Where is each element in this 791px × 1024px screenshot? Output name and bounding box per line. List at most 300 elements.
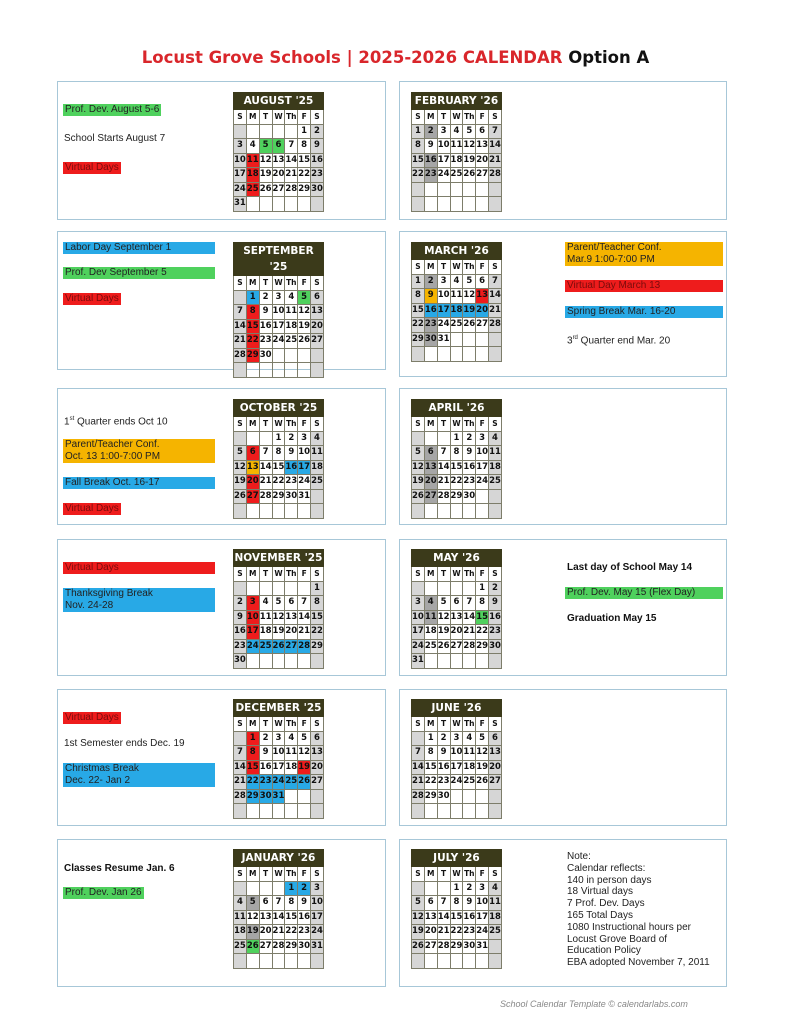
day-cell: 11	[450, 139, 463, 154]
day-cell: 29	[450, 489, 463, 504]
day-cell: 1	[424, 731, 437, 746]
empty-day-cell	[476, 347, 489, 362]
day-cell: 21	[437, 925, 450, 940]
day-cell: 14	[463, 610, 476, 625]
empty-day-cell	[259, 654, 272, 669]
weekday-header: M	[424, 567, 437, 582]
day-cell: 15	[272, 460, 285, 475]
empty-day-cell	[412, 731, 425, 746]
empty-day-cell	[246, 581, 259, 596]
day-cell: 17	[437, 153, 450, 168]
empty-day-cell	[285, 363, 298, 378]
empty-day-cell	[489, 939, 502, 954]
day-cell: 24	[412, 639, 425, 654]
day-cell: 10	[272, 746, 285, 761]
summary-line-9: EBA adopted November 7, 2011	[567, 957, 710, 969]
day-cell: 3	[311, 881, 324, 896]
weekday-header: W	[272, 417, 285, 432]
day-cell: 22	[412, 318, 425, 333]
day-cell: 7	[234, 746, 247, 761]
weekday-header: T	[437, 567, 450, 582]
empty-day-cell	[489, 347, 502, 362]
day-cell: 25	[450, 168, 463, 183]
day-cell: 13	[476, 139, 489, 154]
day-cell: 7	[298, 596, 311, 611]
weekday-header: Th	[463, 417, 476, 432]
day-cell: 4	[489, 431, 502, 446]
day-cell: 18	[450, 153, 463, 168]
day-cell: 23	[298, 925, 311, 940]
weekday-header: S	[489, 567, 502, 582]
day-cell: 10	[234, 153, 247, 168]
empty-day-cell	[311, 954, 324, 969]
day-cell: 26	[259, 182, 272, 197]
day-cell: 18	[489, 910, 502, 925]
day-cell: 9	[437, 746, 450, 761]
empty-day-cell	[450, 182, 463, 197]
day-cell: 10	[298, 446, 311, 461]
empty-day-cell	[463, 654, 476, 669]
empty-day-cell	[311, 489, 324, 504]
day-cell: 25	[463, 775, 476, 790]
day-cell: 16	[489, 610, 502, 625]
empty-day-cell	[463, 581, 476, 596]
day-cell: 11	[424, 610, 437, 625]
day-cell: 8	[412, 289, 425, 304]
empty-day-cell	[272, 881, 285, 896]
calendar-table	[233, 549, 324, 669]
day-cell: 12	[259, 153, 272, 168]
note-christmas-l1: Christmas Break	[65, 763, 139, 774]
day-cell: 3	[298, 431, 311, 446]
day-cell: 16	[463, 910, 476, 925]
day-cell: 4	[285, 731, 298, 746]
summary-note	[567, 851, 710, 969]
day-cell: 1	[272, 431, 285, 446]
day-cell: 20	[489, 760, 502, 775]
day-cell: 14	[234, 319, 247, 334]
empty-day-cell	[424, 654, 437, 669]
month-header: MAY '26	[412, 550, 502, 567]
weekday-header: M	[424, 260, 437, 275]
empty-day-cell	[234, 731, 247, 746]
empty-day-cell	[259, 197, 272, 212]
day-cell: 28	[234, 348, 247, 363]
day-cell: 21	[234, 775, 247, 790]
weekday-header: S	[489, 417, 502, 432]
page-title	[0, 48, 791, 67]
day-cell: 11	[246, 153, 259, 168]
day-cell: 15	[298, 153, 311, 168]
empty-day-cell	[259, 954, 272, 969]
day-cell: 16	[311, 153, 324, 168]
day-cell: 10	[476, 446, 489, 461]
day-cell: 28	[272, 939, 285, 954]
day-cell: 8	[298, 139, 311, 154]
day-cell: 27	[476, 168, 489, 183]
day-cell: 12	[246, 910, 259, 925]
empty-day-cell	[311, 789, 324, 804]
day-cell: 7	[272, 896, 285, 911]
day-cell: 24	[476, 925, 489, 940]
day-cell: 5	[234, 446, 247, 461]
empty-day-cell	[476, 804, 489, 819]
day-cell: 6	[272, 139, 285, 154]
weekday-header: W	[272, 867, 285, 882]
day-cell: 10	[246, 610, 259, 625]
day-cell: 9	[259, 746, 272, 761]
empty-day-cell	[412, 954, 425, 969]
day-cell: 10	[272, 305, 285, 320]
note-prof-dev-aug: Prof. Dev. August 5-6	[65, 104, 160, 115]
day-cell: 17	[272, 760, 285, 775]
day-cell: 12	[298, 305, 311, 320]
note-fall-break: Fall Break Oct. 16-17	[63, 477, 215, 489]
panel-jan	[57, 839, 386, 987]
calendar-table	[233, 699, 324, 819]
day-cell: 20	[476, 303, 489, 318]
empty-day-cell	[298, 581, 311, 596]
empty-day-cell	[476, 654, 489, 669]
day-cell: 23	[463, 475, 476, 490]
day-cell: 16	[259, 319, 272, 334]
day-cell: 6	[246, 446, 259, 461]
day-cell: 14	[285, 153, 298, 168]
note-pt-conf-oct-l2: Oct. 13 1:00-7:00 PM	[65, 451, 161, 462]
empty-day-cell	[450, 954, 463, 969]
day-cell: 6	[259, 896, 272, 911]
day-cell: 25	[234, 939, 247, 954]
day-cell: 15	[424, 760, 437, 775]
day-cell: 20	[311, 319, 324, 334]
day-cell: 29	[412, 332, 425, 347]
day-cell: 26	[412, 489, 425, 504]
day-cell: 2	[424, 274, 437, 289]
day-cell: 4	[246, 139, 259, 154]
weekday-header: Th	[285, 276, 298, 291]
day-cell: 11	[234, 910, 247, 925]
weekday-header: M	[246, 276, 259, 291]
empty-day-cell	[489, 332, 502, 347]
day-cell: 28	[437, 939, 450, 954]
day-cell: 25	[285, 775, 298, 790]
day-cell: 11	[285, 305, 298, 320]
day-cell: 17	[412, 625, 425, 640]
empty-day-cell	[234, 804, 247, 819]
day-cell: 1	[246, 290, 259, 305]
weekday-header: Th	[285, 567, 298, 582]
empty-day-cell	[463, 789, 476, 804]
weekday-header: S	[234, 276, 247, 291]
day-cell: 20	[424, 925, 437, 940]
day-cell: 2	[259, 731, 272, 746]
day-cell: 30	[259, 348, 272, 363]
day-cell: 20	[450, 625, 463, 640]
weekday-header: W	[272, 110, 285, 125]
weekday-header: Th	[463, 110, 476, 125]
day-cell: 3	[476, 431, 489, 446]
day-cell: 12	[234, 460, 247, 475]
empty-day-cell	[234, 504, 247, 519]
day-cell: 14	[259, 460, 272, 475]
day-cell: 21	[437, 475, 450, 490]
month-header: SEPTEMBER '25	[234, 243, 324, 276]
day-cell: 26	[476, 775, 489, 790]
weekday-header: M	[424, 110, 437, 125]
weekday-header: F	[298, 417, 311, 432]
day-cell: 19	[437, 625, 450, 640]
day-cell: 15	[450, 910, 463, 925]
empty-day-cell	[424, 581, 437, 596]
day-cell: 1	[412, 124, 425, 139]
day-cell: 31	[272, 789, 285, 804]
day-cell: 23	[424, 168, 437, 183]
weekday-header: F	[298, 567, 311, 582]
weekday-header: Th	[285, 717, 298, 732]
weekday-header: F	[476, 260, 489, 275]
day-cell: 23	[234, 639, 247, 654]
day-cell: 6	[424, 896, 437, 911]
empty-day-cell	[285, 654, 298, 669]
day-cell: 25	[450, 318, 463, 333]
day-cell: 8	[476, 596, 489, 611]
day-cell: 16	[285, 460, 298, 475]
note-thanksgiving	[63, 588, 215, 612]
day-cell: 22	[272, 475, 285, 490]
day-cell: 8	[272, 446, 285, 461]
weekday-header: W	[450, 567, 463, 582]
day-cell: 2	[463, 431, 476, 446]
day-cell: 12	[476, 746, 489, 761]
weekday-header: T	[259, 567, 272, 582]
day-cell: 5	[298, 731, 311, 746]
note-prof-dev-jan: Prof. Dev. Jan 26	[65, 887, 142, 898]
day-cell: 7	[412, 746, 425, 761]
day-cell: 3	[437, 124, 450, 139]
empty-day-cell	[424, 431, 437, 446]
day-cell: 30	[234, 654, 247, 669]
note-virtual-dec: Virtual Days	[65, 712, 119, 723]
empty-day-cell	[272, 654, 285, 669]
day-cell: 13	[450, 610, 463, 625]
day-cell: 5	[476, 731, 489, 746]
empty-day-cell	[311, 804, 324, 819]
summary-line-0: Note:	[567, 851, 591, 862]
empty-day-cell	[285, 954, 298, 969]
day-cell: 3	[246, 596, 259, 611]
note-1st-sup: st	[69, 416, 75, 422]
day-cell: 9	[424, 139, 437, 154]
month-header: JUNE '26	[412, 700, 502, 717]
day-cell: 29	[311, 639, 324, 654]
day-cell: 22	[298, 168, 311, 183]
day-cell: 3	[476, 881, 489, 896]
day-cell: 18	[311, 460, 324, 475]
day-cell: 17	[450, 760, 463, 775]
summary-line-7: Locust Grove Board of	[567, 933, 668, 945]
empty-day-cell	[489, 654, 502, 669]
panel-dec	[57, 689, 386, 826]
calendar-table	[233, 399, 324, 519]
empty-day-cell	[311, 504, 324, 519]
weekday-header: Th	[463, 867, 476, 882]
month-header: APRIL '26	[412, 400, 502, 417]
day-cell: 30	[285, 489, 298, 504]
empty-day-cell	[489, 954, 502, 969]
empty-day-cell	[246, 804, 259, 819]
empty-day-cell	[450, 504, 463, 519]
day-cell: 8	[450, 896, 463, 911]
weekday-header: F	[476, 717, 489, 732]
day-cell: 4	[450, 274, 463, 289]
day-cell: 11	[489, 896, 502, 911]
calendar-table	[233, 242, 324, 378]
day-cell: 19	[234, 475, 247, 490]
day-cell: 14	[489, 289, 502, 304]
day-cell: 21	[234, 334, 247, 349]
day-cell: 17	[476, 460, 489, 475]
day-cell: 28	[489, 168, 502, 183]
empty-day-cell	[298, 363, 311, 378]
summary-line-6: 1080 Instructional hours per	[567, 921, 691, 933]
day-cell: 29	[298, 182, 311, 197]
day-cell: 21	[463, 625, 476, 640]
empty-day-cell	[476, 954, 489, 969]
note-spring-break: Spring Break Mar. 16-20	[565, 306, 723, 318]
day-cell: 23	[259, 334, 272, 349]
day-cell: 21	[412, 775, 425, 790]
day-cell: 20	[246, 475, 259, 490]
day-cell: 9	[463, 446, 476, 461]
weekday-header: T	[437, 260, 450, 275]
weekday-header: T	[437, 717, 450, 732]
day-cell: 23	[489, 625, 502, 640]
day-cell: 1	[298, 124, 311, 139]
summary-line-8: Education Policy	[567, 945, 641, 957]
empty-day-cell	[259, 804, 272, 819]
day-cell: 15	[412, 303, 425, 318]
day-cell: 17	[234, 168, 247, 183]
weekday-header: S	[234, 867, 247, 882]
day-cell: 14	[412, 760, 425, 775]
day-cell: 5	[298, 290, 311, 305]
empty-day-cell	[437, 804, 450, 819]
day-cell: 22	[246, 334, 259, 349]
day-cell: 31	[311, 939, 324, 954]
day-cell: 29	[424, 789, 437, 804]
day-cell: 24	[311, 925, 324, 940]
day-cell: 11	[311, 446, 324, 461]
day-cell: 21	[298, 625, 311, 640]
day-cell: 13	[311, 305, 324, 320]
day-cell: 19	[476, 760, 489, 775]
weekday-header: S	[234, 717, 247, 732]
day-cell: 1	[450, 881, 463, 896]
empty-day-cell	[412, 431, 425, 446]
weekday-header: M	[246, 567, 259, 582]
weekday-header: M	[424, 717, 437, 732]
note-3rd-num: 3	[567, 335, 573, 347]
day-cell: 5	[246, 896, 259, 911]
empty-day-cell	[489, 504, 502, 519]
day-cell: 2	[489, 581, 502, 596]
weekday-header: M	[424, 417, 437, 432]
empty-day-cell	[463, 332, 476, 347]
empty-day-cell	[285, 804, 298, 819]
weekday-header: S	[234, 567, 247, 582]
day-cell: 11	[489, 446, 502, 461]
weekday-header: S	[311, 717, 324, 732]
day-cell: 15	[311, 610, 324, 625]
empty-day-cell	[489, 197, 502, 212]
empty-day-cell	[463, 197, 476, 212]
weekday-header: F	[476, 110, 489, 125]
day-cell: 21	[285, 168, 298, 183]
day-cell: 22	[412, 168, 425, 183]
empty-day-cell	[246, 954, 259, 969]
day-cell: 17	[311, 910, 324, 925]
day-cell: 2	[259, 290, 272, 305]
day-cell: 20	[285, 625, 298, 640]
weekday-header: S	[412, 417, 425, 432]
empty-day-cell	[412, 504, 425, 519]
day-cell: 26	[298, 775, 311, 790]
empty-day-cell	[489, 489, 502, 504]
empty-day-cell	[450, 789, 463, 804]
empty-day-cell	[272, 954, 285, 969]
day-cell: 15	[476, 610, 489, 625]
day-cell: 10	[476, 896, 489, 911]
day-cell: 25	[246, 182, 259, 197]
note-christmas-l2: Dec. 22- Jan 2	[65, 775, 131, 786]
note-pt-conf-oct	[63, 439, 215, 463]
empty-day-cell	[246, 197, 259, 212]
day-cell: 19	[412, 475, 425, 490]
day-cell: 29	[272, 489, 285, 504]
day-cell: 21	[259, 475, 272, 490]
day-cell: 4	[489, 881, 502, 896]
weekday-header: F	[298, 867, 311, 882]
day-cell: 3	[234, 139, 247, 154]
calendar-table	[411, 92, 502, 212]
day-cell: 20	[311, 760, 324, 775]
day-cell: 15	[412, 153, 425, 168]
day-cell: 3	[412, 596, 425, 611]
day-cell: 22	[450, 925, 463, 940]
empty-day-cell	[272, 504, 285, 519]
day-cell: 1	[285, 881, 298, 896]
day-cell: 28	[412, 789, 425, 804]
empty-day-cell	[272, 197, 285, 212]
day-cell: 30	[424, 332, 437, 347]
empty-day-cell	[298, 197, 311, 212]
day-cell: 5	[437, 596, 450, 611]
weekday-header: W	[450, 717, 463, 732]
day-cell: 15	[246, 319, 259, 334]
note-classes-resume: Classes Resume Jan. 6	[64, 863, 175, 874]
empty-day-cell	[437, 654, 450, 669]
empty-day-cell	[298, 504, 311, 519]
weekday-header: M	[246, 417, 259, 432]
day-cell: 1	[450, 431, 463, 446]
empty-day-cell	[450, 347, 463, 362]
day-cell: 30	[463, 939, 476, 954]
empty-day-cell	[246, 363, 259, 378]
day-cell: 5	[259, 139, 272, 154]
day-cell: 9	[285, 446, 298, 461]
day-cell: 13	[285, 610, 298, 625]
weekday-header: S	[489, 110, 502, 125]
